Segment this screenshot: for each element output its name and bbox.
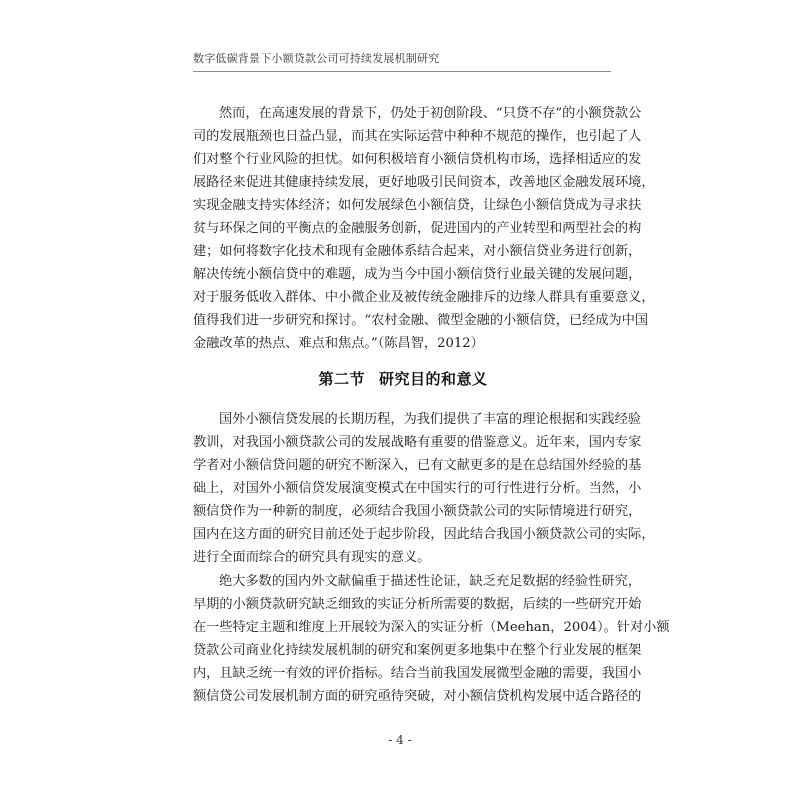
text-line: 金融改革的热点、难点和焦点。”（陈昌智，2012） bbox=[193, 336, 484, 351]
paragraph-2 bbox=[193, 408, 655, 569]
running-head: 数字低碳背景下小额贷款公司可持续发展机制研究 bbox=[193, 52, 440, 65]
text-line: 值得我们进一步研究和探讨。“农村金融、微型金融的小额信贷，已经成为中国 bbox=[193, 313, 649, 328]
text-line: 绝大多数的国内外文献偏重于描述性论证，缺乏充足数据的经验性研究， bbox=[219, 574, 641, 589]
text-line: 然而，在高速发展的背景下，仍处于初创阶段、“只贷不存”的小额贷款公 bbox=[219, 106, 642, 121]
section-number: 第二节 bbox=[318, 370, 365, 388]
text-line: 早期的小额贷款研究缺乏细致的实证分析所需要的数据，后续的一些研究开始 bbox=[193, 597, 642, 612]
text-line: 额信贷公司发展机制方面的研究亟待突破，对小额信贷机构发展中适合路径的 bbox=[193, 689, 642, 704]
text-line: 额信贷作为一种新的制度，必须结合我国小额贷款公司的实际情境进行研究， bbox=[193, 504, 642, 519]
text-line: 础上，对国外小额信贷发展演变模式在中国实行的可行性进行分析。当然，小 bbox=[193, 481, 642, 496]
text-line: 们对整个行业风险的担忧。如何积极培育小额信贷机构市场，选择相适应的发 bbox=[193, 152, 642, 167]
text-line: 对于服务低收入群体、中小微企业及被传统金融排斥的边缘人群具有重要意义， bbox=[193, 290, 655, 305]
page-number: - 4 - bbox=[388, 733, 412, 747]
text-line: 贫与环保之间的平衡点的金融服务创新，促进国内的产业转型和两型社会的构 bbox=[193, 221, 642, 236]
section-heading bbox=[193, 368, 613, 389]
text-line: 贷款公司商业化持续发展机制的研究和案例更多地集中在整个行业发展的框架 bbox=[193, 643, 642, 658]
text-line: 在一些特定主题和维度上开展较为深入的实证分析（Meehan，2004）。针对小额 bbox=[193, 620, 670, 635]
header-rule bbox=[193, 71, 611, 72]
text-line: 实现金融支持实体经济；如何发展绿色小额信贷，让绿色小额信贷成为寻求扶 bbox=[193, 198, 642, 213]
text-line: 内，且缺乏统一有效的评价指标。结合当前我国发展微型金融的需要，我国小 bbox=[193, 666, 642, 681]
paragraph-3 bbox=[193, 570, 670, 708]
text-line: 教训，对我国小额贷款公司的发展战略有重要的借鉴意义。近年来，国内专家 bbox=[193, 435, 642, 450]
text-line: 进行全面而综合的研究具有现实的意义。 bbox=[193, 550, 431, 565]
text-line: 司的发展瓶颈也日益凸显，而其在实际运营中种种不规范的操作，也引起了人 bbox=[193, 129, 642, 144]
text-line: 学者对小额信贷问题的研究不断深入，已有文献更多的是在总结国外经验的基 bbox=[193, 458, 642, 473]
text-line: 解决传统小额信贷中的难题，成为当今中国小额信贷行业最关键的发展问题， bbox=[193, 267, 642, 282]
paragraph-1 bbox=[193, 102, 655, 355]
text-line: 建；如何将数字化技术和现有金融体系结合起来，对小额信贷业务进行创新， bbox=[193, 244, 642, 259]
section-title: 研究目的和意义 bbox=[379, 370, 488, 388]
text-line: 展路径来促进其健康持续发展，更好地吸引民间资本，改善地区金融发展环境， bbox=[193, 175, 655, 190]
text-line: 国外小额信贷发展的长期历程，为我们提供了丰富的理论根据和实践经验 bbox=[219, 412, 641, 427]
text-line: 国内在这方面的研究目前还处于起步阶段，因此结合我国小额贷款公司的实际， bbox=[193, 527, 655, 542]
